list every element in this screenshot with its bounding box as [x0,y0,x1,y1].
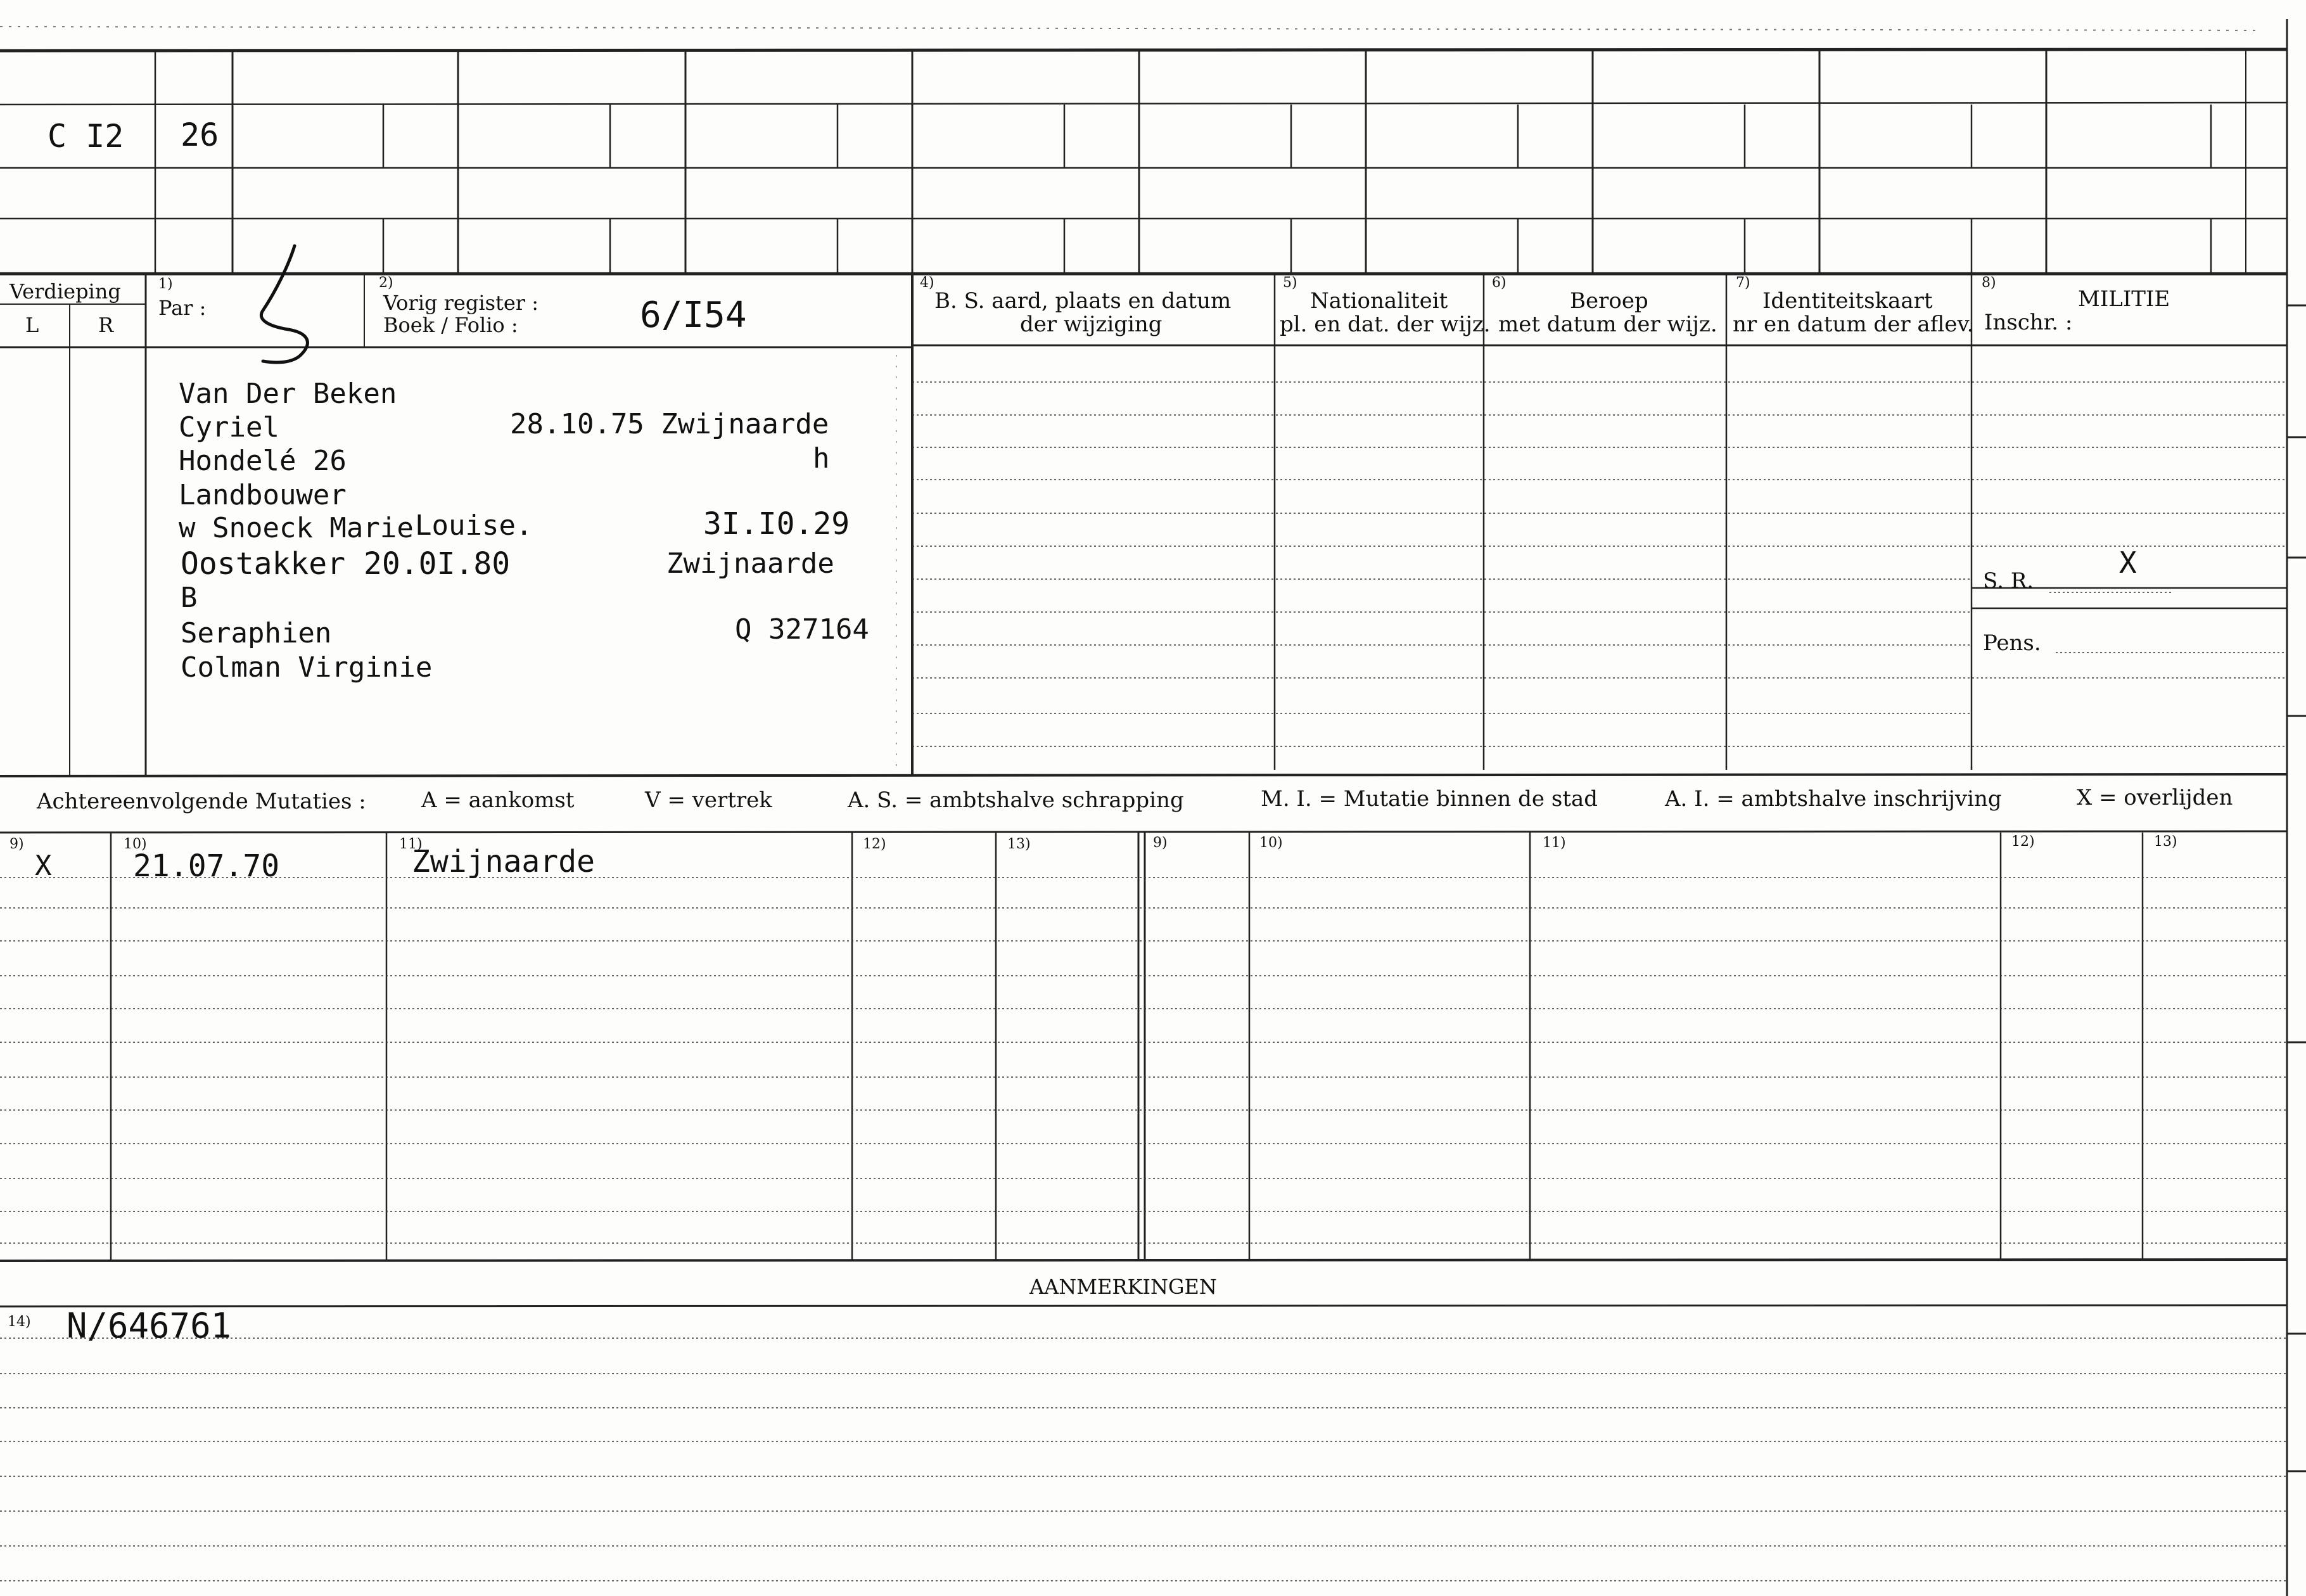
person-sex: h [813,442,830,475]
field-number-2: 2) [379,275,393,291]
person-marriage-place: Zwijnaarde [666,547,834,580]
mutaties-label: Achtereenvolgende Mutaties : [37,789,366,814]
militie-header: MILITIE [2078,286,2170,312]
beroep-header-line2: met datum der wijz. [1498,312,1717,337]
nationaliteit-header-line1: Nationaliteit [1310,288,1448,314]
inschr-label: Inschr. : [1984,310,2073,335]
sr-value: X [2119,546,2137,580]
legend-vertrek: V = vertrek [645,788,772,813]
person-spouse: w Snoeck Marie [179,512,414,544]
mut-col-10b: 10) [1259,835,1283,851]
code-cell-1: C I2 [48,118,124,155]
legend-mutatie-binnen-stad: M. I. = Mutatie binnen de stad [1261,786,1598,812]
mut-col-12: 12) [863,836,886,852]
field-number-1: 1) [158,276,173,292]
legend-ambtshalve-inschrijving: A. I. = ambtshalve inschrijving [1665,786,2002,812]
person-occupation: Landbouwer [179,479,347,511]
person-spouse-birth: Oostakker 20.0I.80 [181,546,511,582]
person-nationality: B [181,582,198,614]
person-father: Seraphien [181,617,332,649]
field-number-8: 8) [1982,275,1996,291]
nationaliteit-header-line2: pl. en dat. der wijz. [1280,312,1491,337]
identiteitskaart-header-line2: nr en datum der aflev. [1733,312,1974,337]
legend-overlijden: X = overlijden [2077,785,2233,810]
mut-col-9b: 9) [1153,835,1168,851]
mutation-type: X [35,850,52,882]
mut-col-10: 10) [124,836,147,852]
verdieping-r-label: R [98,313,114,337]
field-number-4: 4) [920,275,934,291]
bs-header-line1: B. S. aard, plaats en datum [934,288,1232,314]
par-handwritten-mark [250,241,326,367]
person-lastname: Van Der Beken [179,378,397,410]
bs-header-line2: der wijziging [1020,312,1163,337]
person-address: Hondelé 26 [179,445,347,477]
person-mother: Colman Virginie [181,651,433,684]
vorig-register-label: Vorig register : [383,291,539,315]
field-number-5: 5) [1283,275,1297,291]
verdieping-label: Verdieping [10,279,121,303]
field-number-14: 14) [8,1314,31,1330]
person-firstname: Cyriel [179,411,279,444]
beroep-header-line1: Beroep [1570,288,1648,314]
field-number-6: 6) [1492,275,1507,291]
sr-label: S. R. [1983,568,2034,594]
aanmerkingen-title: AANMERKINGEN [1029,1275,1217,1299]
par-label: Par : [158,296,207,320]
boek-folio-value: 6/I54 [640,295,747,336]
mutation-place: Zwijnaarde [412,844,595,879]
identiteitskaart-header-line1: Identiteitskaart [1762,288,1933,314]
legend-aankomst: A = aankomst [421,788,575,813]
remarks-value: N/646761 [67,1306,232,1346]
mut-col-13b: 13) [2154,834,2177,850]
person-marriage-date: 3I.I0.29 [703,506,850,542]
mutation-date: 21.07.70 [133,848,280,884]
verdieping-l-label: L [25,313,39,337]
person-id-number: Q 327164 [735,613,869,646]
person-birth: 28.10.75 Zwijnaarde [510,408,829,440]
mut-col-12b: 12) [2011,834,2035,850]
pens-label: Pens. [1983,630,2041,656]
person-spouse-cont: Louise. [415,509,533,542]
code-cell-2: 26 [181,117,219,153]
mut-col-9: 9) [10,836,24,852]
legend-ambtshalve-schrapping: A. S. = ambtshalve schrapping [848,788,1184,813]
field-number-7: 7) [1736,275,1750,291]
mut-col-11b: 11) [1543,835,1566,851]
mut-col-13: 13) [1007,836,1031,852]
boek-folio-label: Boek / Folio : [383,313,518,337]
mut-col-11: 11) [399,836,423,852]
